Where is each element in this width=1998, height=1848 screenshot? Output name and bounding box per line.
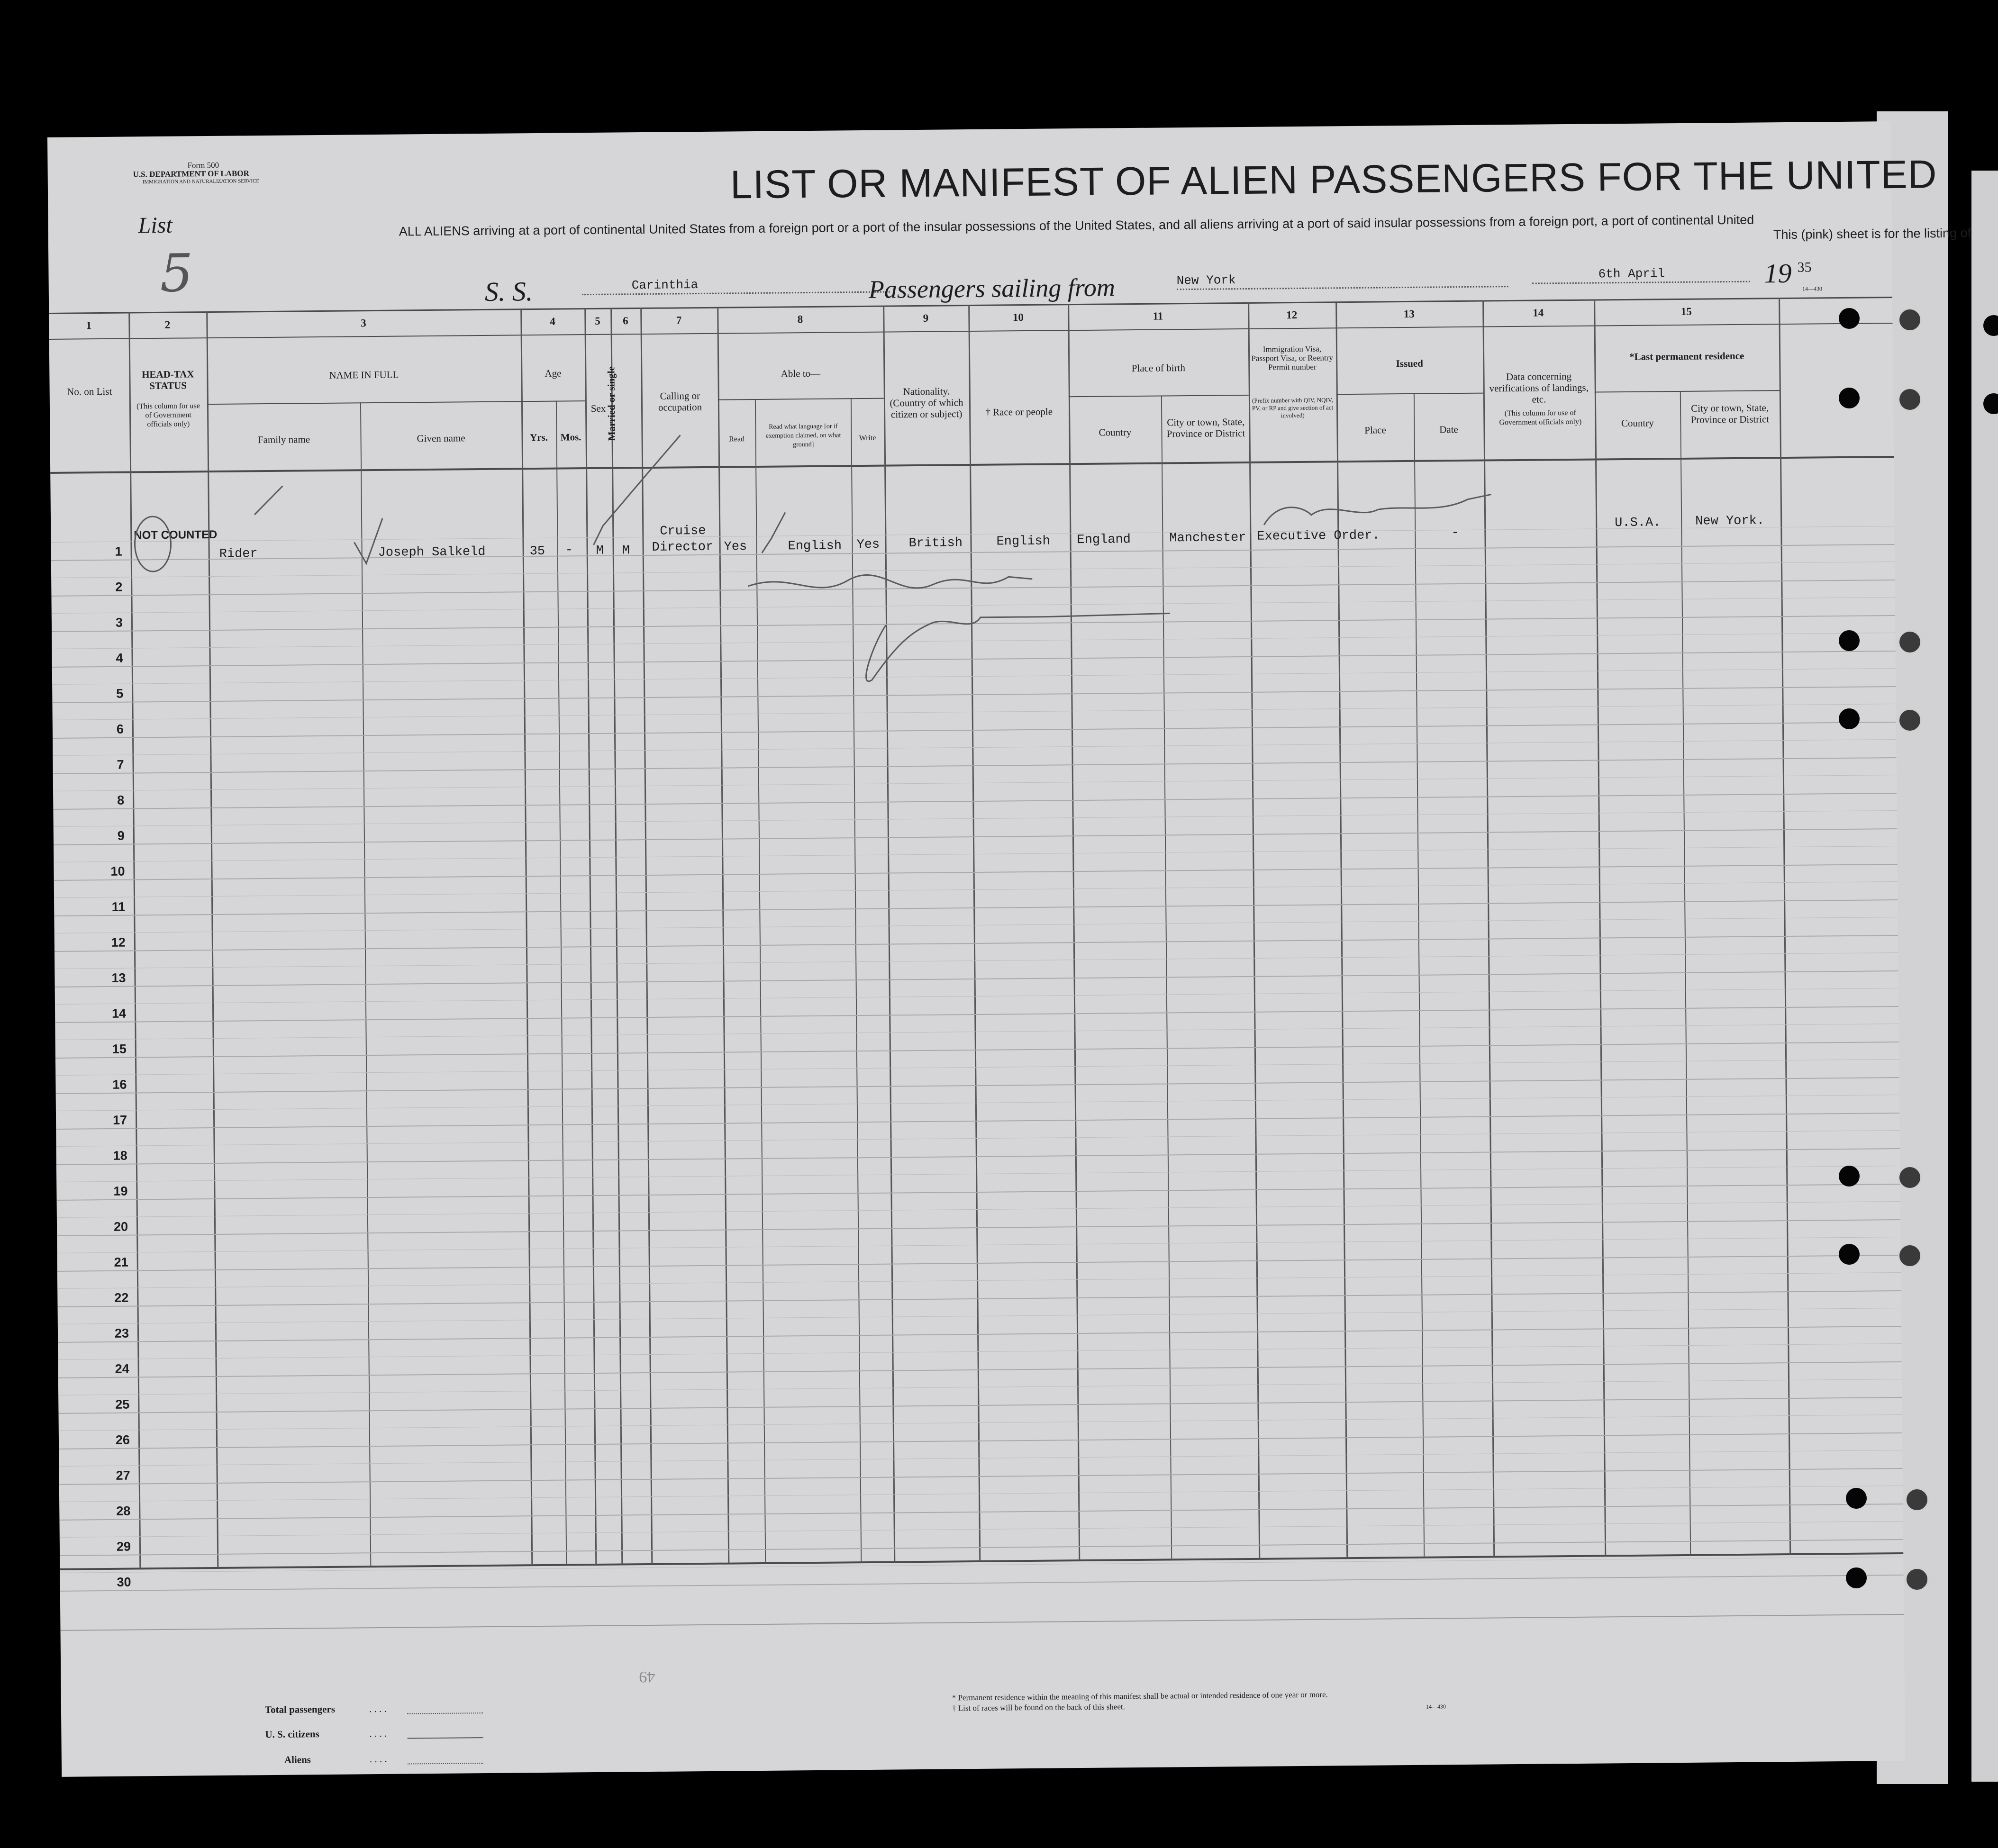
row-number: 30 [117,1575,131,1589]
footer-total-passengers: Total passengers [264,1703,336,1716]
header-name-in-full: NAME IN FULL [329,369,399,381]
header-verifications: Data concerning verifications of landings, etc. [1489,370,1589,405]
row-number: 11 [111,899,126,914]
column-number: 7 [676,314,682,326]
punch-hole [1839,388,1860,408]
row-number: 16 [112,1077,127,1092]
header-head-tax: HEAD-TAX STATUS [142,368,194,392]
header-issued-place: Place [1364,424,1386,436]
punch-hole [1839,630,1860,651]
write-cell: Yes [856,537,880,553]
row-number: 13 [111,970,126,985]
column-number: 14 [1533,307,1544,319]
header-write: Write [859,434,876,443]
punch-hole [1839,708,1860,729]
column-number: 15 [1680,305,1692,317]
header-read: Read [729,435,745,444]
header-residence-city: City or town, State, Province or District [1690,402,1770,426]
row-number: 17 [112,1113,127,1127]
age-mos-cell: - [565,543,573,558]
handwritten-marks [47,121,1905,1777]
column-number: 12 [1286,308,1298,321]
punch-hole [1898,1166,1922,1189]
race-cell: English [996,534,1051,549]
punch-hole [1905,1488,1929,1512]
row-number: 3 [115,615,123,630]
header-race: † Race or people [985,406,1053,418]
row-number: 22 [114,1290,129,1305]
header-no-on-list: No. on List [67,385,112,398]
manifest-sheet [47,121,1971,1777]
list-label: List [138,212,173,238]
row-number: 25 [115,1397,130,1412]
sailing-date: 6th April [1598,266,1665,281]
manifest-subtitle-1: ALL ALIENS arriving at a port of continental United States from a foreign port or a port of the insular possessions of the United States, and all aliens arriving at a port of said insular possessions from a foreign port, a port of continental United [399,212,1754,239]
footer-note-races: † List of races will be found on the back of this sheet. [952,1702,1126,1713]
departure-port: New York [1176,273,1236,288]
header-visa: Immigration Visa, Passport Visa, or Reentry Permit number [1251,344,1333,372]
age-yrs-cell: 35 [529,544,545,559]
header-birth-city: City or town, State, Province or District [1166,416,1245,440]
column-number: 9 [923,312,929,324]
checkmark [593,435,681,545]
header-verifications-note: (This column for use of Government officials only) [1499,408,1582,427]
stamp-signature [1264,494,1492,525]
footer-dots: . . . . [369,1727,387,1739]
sailing-label: Passengers sailing from [868,273,1116,304]
checkmark [354,518,383,564]
punch-hole [1839,1166,1860,1187]
marital-cell: M [622,544,630,558]
list-number-handwritten: 5 [159,243,194,304]
footer-aliens: Aliens [284,1754,311,1766]
header-age: Age [545,367,562,379]
check-circle-mark [135,516,171,572]
punch-hole [1905,1567,1929,1591]
read-cell: Yes [724,540,747,554]
punch-hole [1846,1567,1867,1588]
row-number: 24 [115,1361,129,1376]
row-number: 21 [114,1255,128,1269]
residence-city-cell: New York. [1695,514,1765,529]
residence-country-cell: U.S.A. [1615,516,1661,531]
column-number: 1 [86,319,92,332]
row-number: 7 [117,757,124,772]
row-number: 6 [116,722,124,736]
given-name-cell: Joseph Salkeld [378,544,486,560]
footer-dots: . . . . [369,1753,387,1765]
manifest-title: LIST OR MANIFEST OF ALIEN PASSENGERS FOR THE UNITED [730,152,1937,207]
row-number: 28 [116,1504,131,1518]
birth-country-cell: England [1077,533,1131,548]
footer-note-residence: * Permanent residence within the meaning of this manifest shall be actual or intended residence of one year or more. [952,1690,1328,1703]
header-married-single: Married or single [605,366,618,441]
row-number: 15 [112,1042,127,1056]
column-number: 3 [361,317,366,329]
header-age-yrs: Yrs. [529,431,548,444]
punch-hole [1898,308,1922,332]
row-number: 10 [110,864,125,879]
row-number: 1 [115,544,122,559]
header-able-to: Able to— [781,367,821,380]
header-last-residence: *Last permanent residence [1629,350,1744,362]
footer-print-code: 14—430 [1426,1703,1446,1710]
visa-cell: Executive Order. [1257,528,1380,544]
header-issued-date: Date [1439,424,1458,435]
checkmark [762,512,786,553]
head-tax-status: NOT COUNTED [134,528,218,542]
row-number: 12 [111,935,126,950]
row-number: 27 [116,1468,130,1483]
header-visa-note: (Prefix number with QIV, NQIV, PV, or RP and give section of act involved) [1252,396,1334,419]
stamp-number: 49 [639,1667,655,1686]
punch-hole [1898,1244,1922,1268]
column-number: 8 [797,313,803,326]
family-name-cell: Rider [219,547,258,562]
column-number: 13 [1403,308,1415,320]
form-number: Form 500 [187,160,219,170]
punch-hole [1898,630,1922,654]
header-family-name: Family name [257,434,310,446]
column-number: 6 [623,315,628,327]
header-sex: Sex [590,402,606,415]
punch-hole [1898,388,1922,411]
service-name: IMMIGRATION AND NATURALIZATION SERVICE [142,178,260,185]
row-number: 26 [115,1432,130,1447]
header-issued: Issued [1396,357,1423,370]
signature-line-1 [748,573,1032,589]
column-number: 2 [164,318,171,331]
ship-name: Carinthia [631,278,699,293]
footer-us-citizens: U. S. citizens [265,1728,319,1740]
header-age-mos: Mos. [560,431,581,443]
column-number: 10 [1012,311,1024,324]
language-cell: English [788,539,842,554]
row-number: 23 [114,1326,129,1341]
row-number: 29 [116,1539,131,1554]
footer-dots: . . . . [369,1703,387,1715]
checkmark [254,486,283,515]
year-suffix: 35 [1797,259,1812,275]
row-number: 2 [115,580,123,594]
manifest-subtitle-2: This (pink) sheet is for the listing of [1773,226,1971,242]
header-head-tax-note: (This column for use of Government officials only) [136,402,200,429]
row-number: 18 [113,1148,127,1163]
header-given-name: Given name [417,432,465,444]
nationality-cell: British [908,536,963,551]
row-number: 8 [117,793,125,807]
row-number: 5 [116,686,124,701]
column-number: 5 [595,315,600,327]
issued-date-cell: - [1451,526,1459,541]
header-residence-country: Country [1621,417,1654,429]
column-number: 11 [1153,310,1163,322]
row-number: 9 [117,828,125,843]
header-read-language: Read what language [or if exemption claimed, on what ground] [765,423,841,449]
signature-line-2 [865,613,1171,681]
punch-hole [1839,1244,1860,1265]
department-name: U.S. DEPARTMENT OF LABOR [133,169,249,179]
row-number: 20 [113,1219,128,1234]
ss-label: S. S. [484,276,533,307]
row-number: 19 [113,1184,128,1198]
punch-hole [1839,308,1860,329]
header-nationality: Nationality. (Country of which citizen or subject) [890,385,963,420]
row-number: 4 [116,651,123,665]
occupation-cell-2: Director [652,540,714,555]
sex-cell: M [596,544,604,558]
birth-city-cell: Manchester [1169,530,1246,546]
print-code: 14—430 [1802,285,1822,292]
column-number: 4 [550,315,555,327]
row-number: 14 [111,1006,127,1021]
header-occupation: Calling or occupation [658,390,702,413]
punch-hole [1898,708,1922,732]
header-birth-country: Country [1099,426,1132,438]
header-place-of-birth: Place of birth [1131,362,1186,374]
year-prefix: 19 [1764,257,1792,289]
punch-hole [1846,1488,1867,1509]
occupation-cell-1: Cruise [660,524,706,539]
